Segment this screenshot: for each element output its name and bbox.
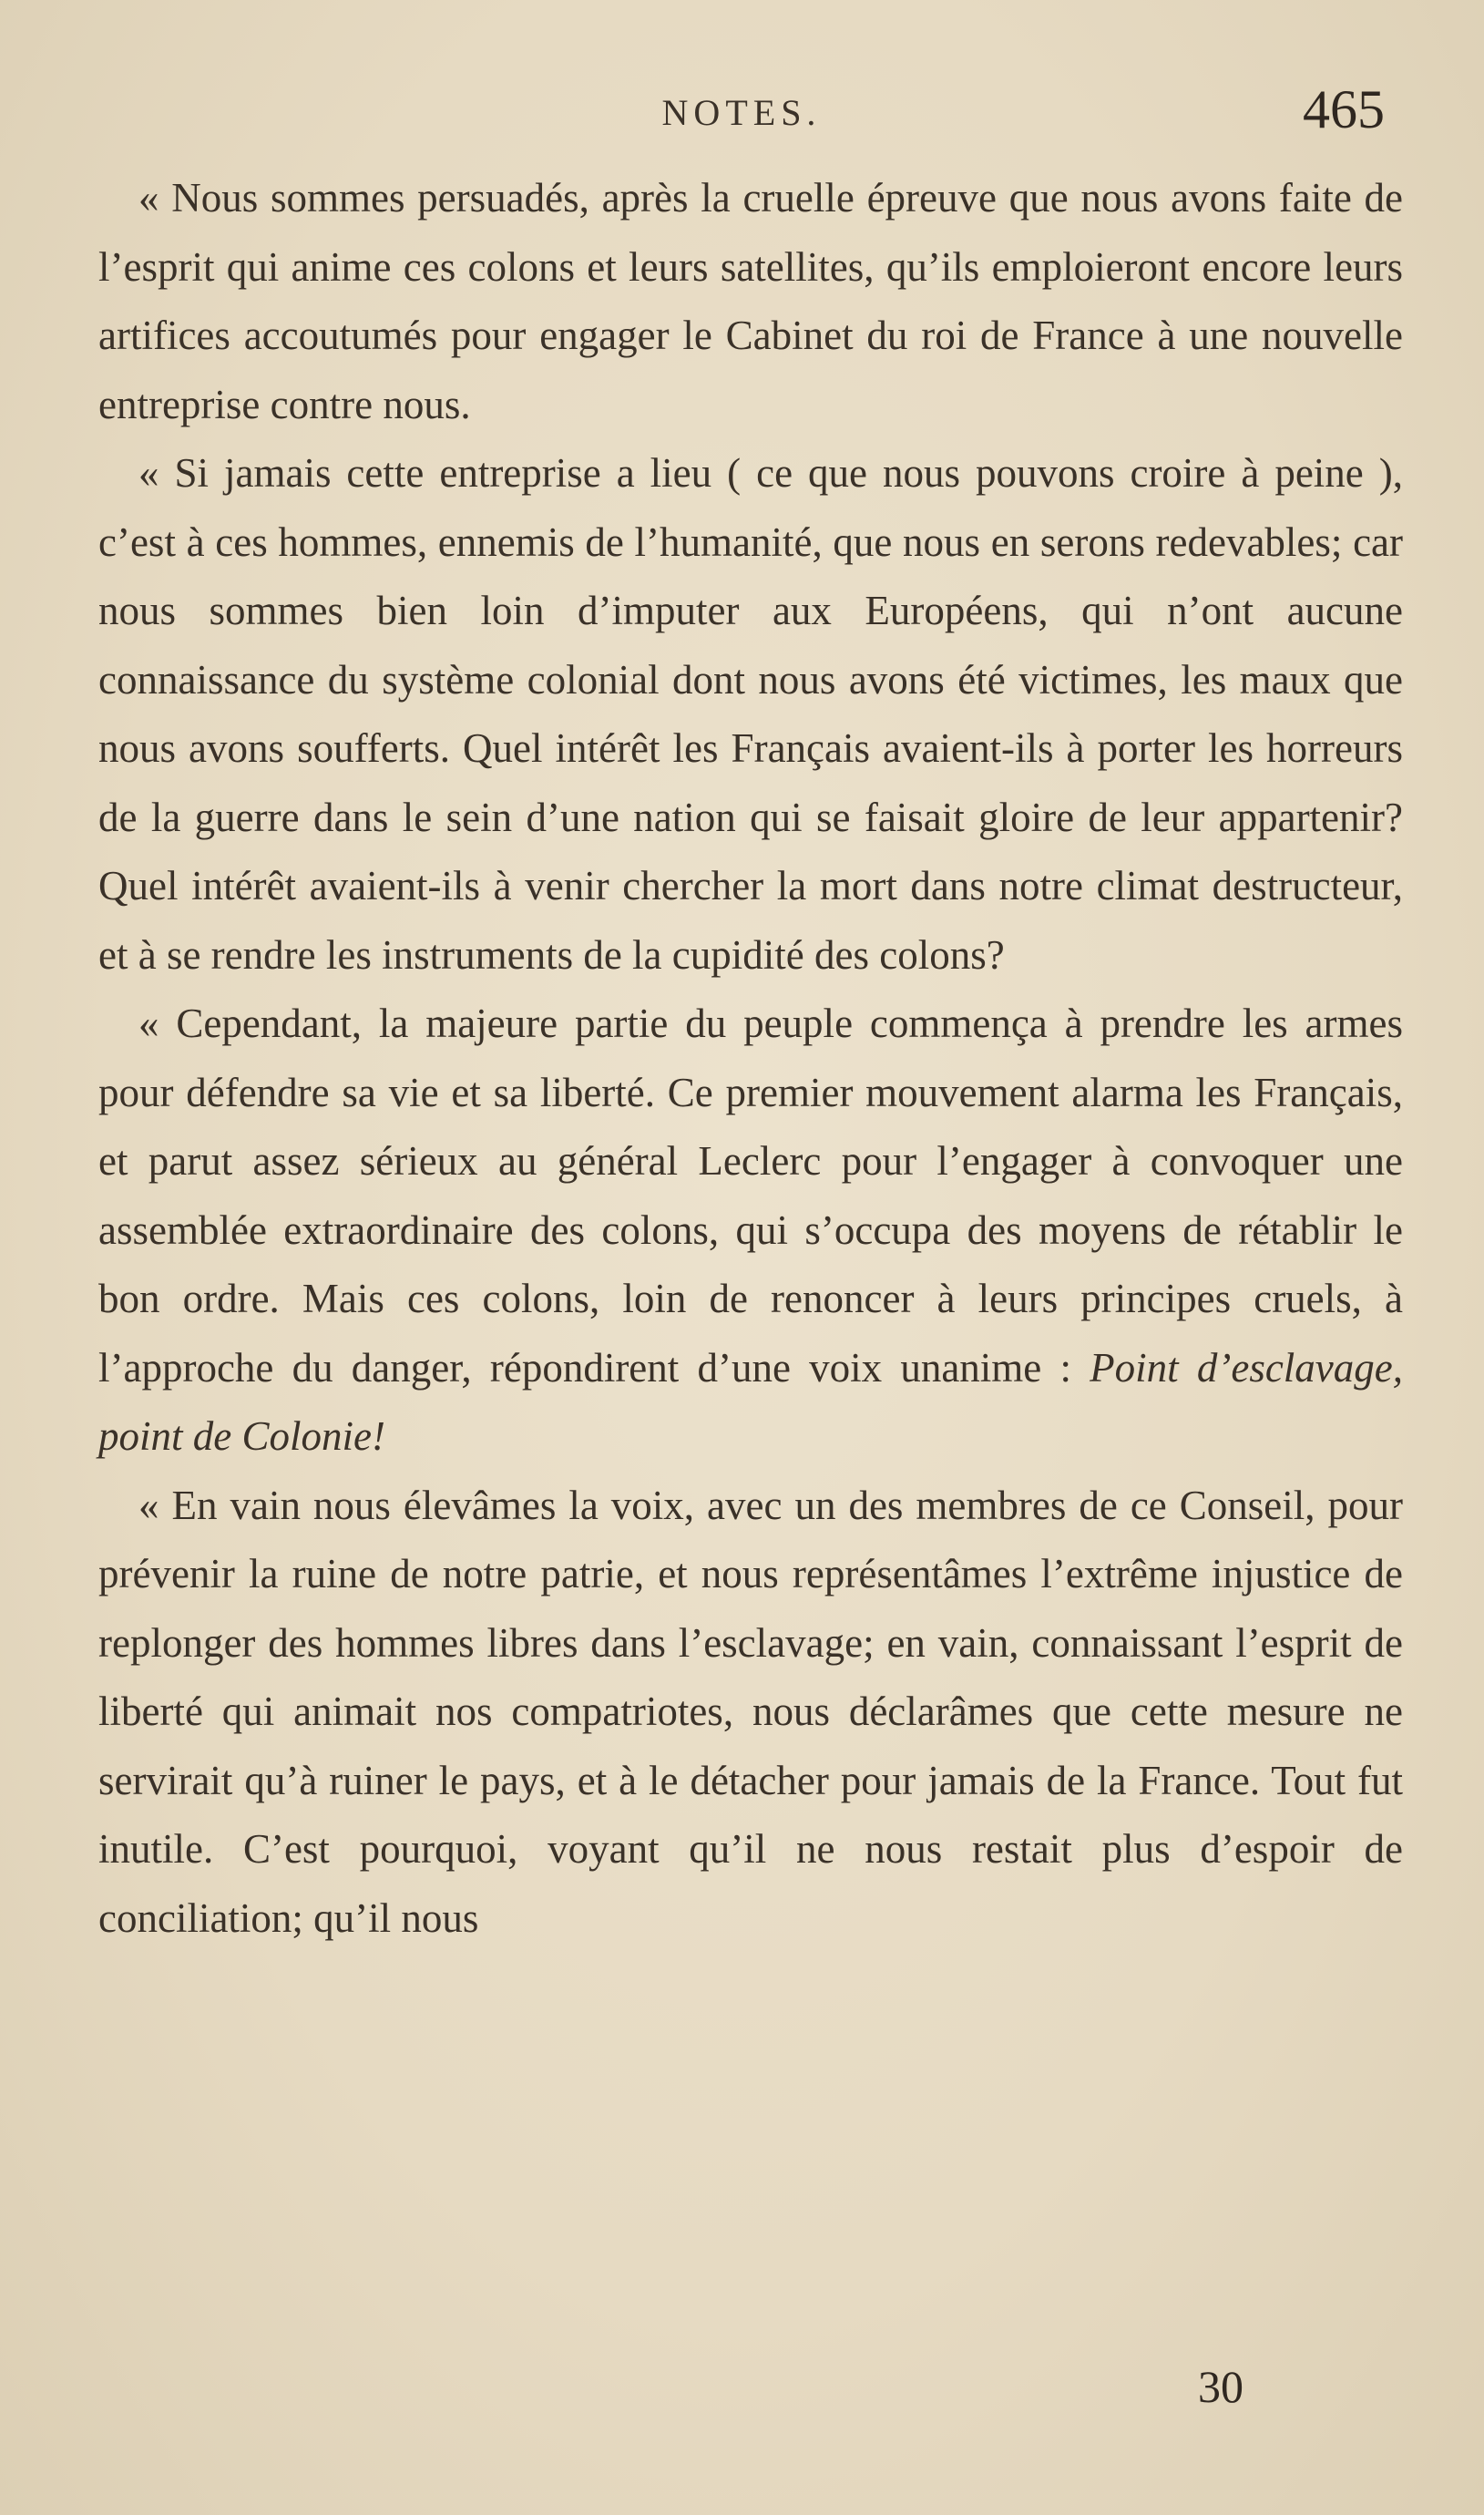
signature-mark: 30: [1198, 2361, 1243, 2412]
paragraph-text: « Cependant, la majeure partie du peuple commença à prendre les armes pour défendre sa vie et sa liberté. Ce premier mouvement alarma les Français, et parut assez sérieux au général Leclerc pour l’engager à convoquer une assemblée extraordinaire des colons, qui s’occupa des moyens de rétablir le bon ordre. Mais ces colons, loin de renoncer à leurs principes cruels, à l’approche du danger, répondirent d’une voix unanime :: [98, 1001, 1403, 1391]
paragraph: [98, 439, 1403, 990]
body-text: [98, 164, 1403, 1953]
paragraph: [98, 990, 1403, 1472]
paragraph-text: « Nous sommes persuadés, après la cruelle épreuve que nous avons faite de l’esprit qui anime ces colons et leurs satellites, qu’ils emploieront encore leurs artifices accoutumés pour engager le Cabinet du roi de France à une nouvelle entreprise contre nous.: [98, 175, 1403, 427]
paragraph-text: « En vain nous élevâmes la voix, avec un des membres de ce Conseil, pour prévenir la ruine de notre patrie, et nous représentâmes l’extrême injustice de replonger des hommes libres dans l’esclavage; en vain, connaissant l’esprit de liberté qui animait nos compatriotes, nous déclarâmes que cette mesure ne servirait qu’à ruiner le pays, et à le détacher pour jamais de la France. Tout fut inutile. C’est pourquoi, voyant qu’il ne nous restait plus d’espoir de conciliation; qu’il nous: [98, 1482, 1403, 1941]
italic-quote: Point d’esclavage, point de Colonie!: [98, 1344, 1404, 1459]
paragraph: [98, 1472, 1403, 1954]
paragraph-text: « Si jamais cette entreprise a lieu ( ce que nous pouvons croire à peine ), c’est à ces hommes, ennemis de l’humanité, que nous en serons redevables; car nous sommes bien loin d’imputer aux Européens, qui n’ont aucune connaissance du système colonial dont nous avons été victimes, les maux que nous avons soufferts. Quel intérêt les Français avaient-ils à porter les horreurs de la guerre dans le sein d’une nation qui se faisait gloire de leur appartenir? Quel intérêt avaient-ils à venir chercher la mort dans notre climat destructeur, et à se rendre les instruments de la cupidité des colons?: [98, 450, 1403, 978]
running-title: NOTES.: [661, 92, 822, 133]
page-number: 465: [1303, 79, 1385, 139]
paragraph: [98, 164, 1403, 439]
running-head: [98, 78, 1385, 142]
